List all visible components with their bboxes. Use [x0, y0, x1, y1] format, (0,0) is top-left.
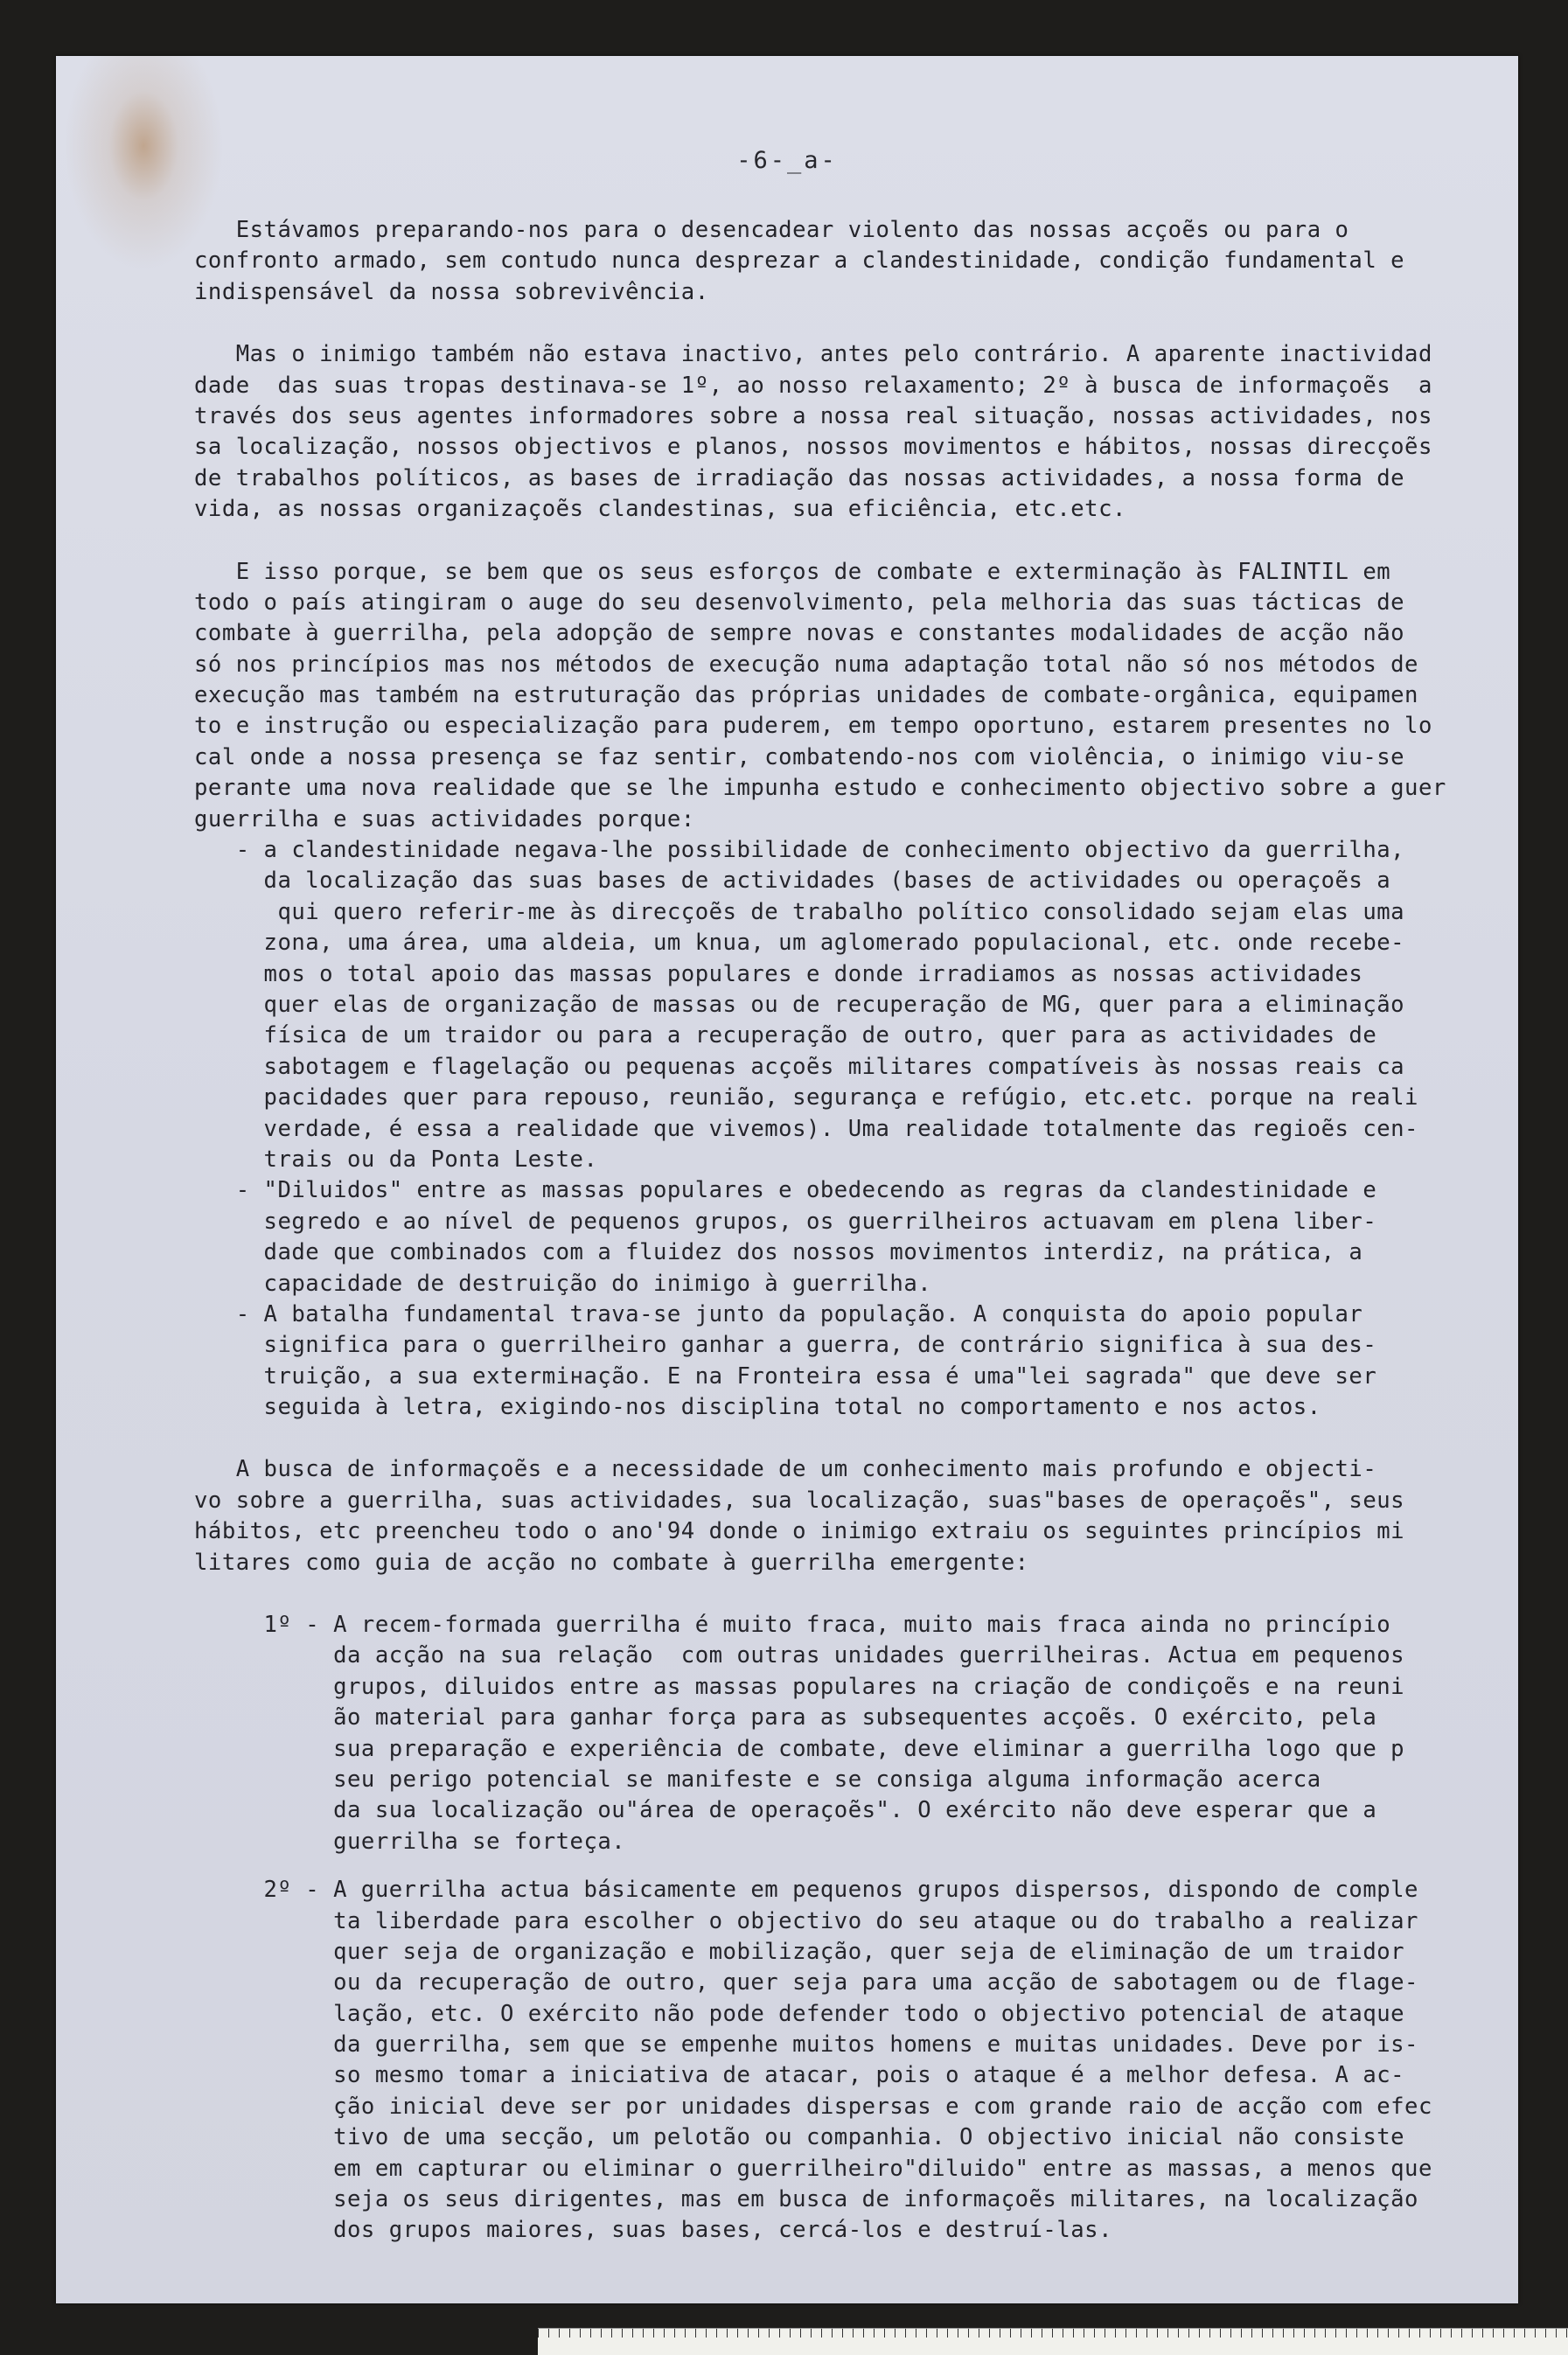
text-line: vo sobre a guerrilha, suas actividades, sua localização, suas"bases de operaçoẽs", seus — [194, 1487, 1405, 1514]
text-line: grupos, diluidos entre as massas populares na criação de condiçoẽs e na reuni — [194, 1673, 1405, 1700]
text-line: - A batalha fundamental trava-se junto da população. A conquista do apoio popular — [194, 1300, 1363, 1327]
text-line: ta liberdade para escolher o objectivo do seu ataque ou do trabalho a realizar — [194, 1907, 1418, 1934]
text-line: 1º - A recem-formada guerrilha é muito fraca, muito mais fraca ainda no princípio — [194, 1612, 1391, 1639]
text-line: dos grupos maiores, suas bases, cercá-los e destruí-las. — [194, 2217, 1112, 2244]
text-line: sabotagem e flagelação ou pequenas acçoẽs militares compatíveis às nossas reais ca — [194, 1053, 1405, 1080]
text-line: sua preparação e experiência de combate, deve eliminar a guerrilha logo que p — [194, 1735, 1405, 1762]
text-line: da guerrilha, sem que se empenhe muitos homens e muitas unidades. Deve por is- — [194, 2031, 1418, 2059]
paragraph-spacer — [194, 526, 1518, 557]
text-line: vida, as nossas organizaçoẽs clandestinas, sua eficiência, etc.etc. — [194, 496, 1126, 523]
text-line: - "Diluidos" entre as massas populares e obedecendo as regras da clandestinidade e — [194, 1177, 1377, 1204]
text-line: só nos princípios mas nos métodos de execução numa adaptação total não só nos métodos de — [194, 651, 1418, 678]
text-line: guerrilha e suas actividades porque: — [194, 805, 695, 833]
text-line: ou da recuperação de outro, quer seja para uma acção de sabotagem ou de flage- — [194, 1969, 1418, 1996]
text-line: seja os seus dirigentes, mas em busca de informaçoẽs militares, na localização — [194, 2186, 1418, 2213]
paragraph — [194, 1875, 1518, 2247]
text-line: mos o total apoio das massas populares e donde irradiamos as nossas actividades — [194, 960, 1363, 987]
text-line: capacidade de destruição do inimigo à guerrilha. — [194, 1270, 932, 1297]
text-line: quer elas de organização de massas ou de recuperação de MG, quer para a eliminação — [194, 991, 1405, 1018]
paragraph — [194, 557, 1518, 1424]
paragraph — [194, 339, 1518, 525]
text-line: segredo e ao nível de pequenos grupos, os guerrilheiros actuavam em plena liber- — [194, 1208, 1377, 1235]
text-line: zona, uma área, uma aldeia, um knua, um aglomerado populacional, etc. onde recebe- — [194, 930, 1405, 957]
scale-ruler — [538, 2328, 1568, 2355]
text-line: da localização das suas bases de actividades (bases de actividades ou operaçoẽs a — [194, 867, 1391, 895]
text-line: da sua localização ou"área de operaçoẽs". O exército não deve esperar que a — [194, 1797, 1377, 1824]
text-line: verdade, é essa a realidade que vivemos). Uma realidade totalmente das regioẽs cen- — [194, 1115, 1418, 1142]
text-line: confronto armado, sem contudo nunca desprezar a clandestinidade, condição fundamental e — [194, 247, 1405, 275]
text-line: seguida à letra, exigindo-nos disciplina total no comportamento e nos actos. — [194, 1394, 1321, 1421]
text-line: guerrilha se forteça. — [194, 1828, 626, 1855]
text-line: cal onde a nossa presença se faz sentir, combatendo-nos com violência, o inimigo viu-se — [194, 743, 1405, 770]
text-line: perante uma nova realidade que se lhe impunha estudo e conhecimento objectivo sobre a guer — [194, 775, 1446, 802]
text-line: tivo de uma secção, um pelotão ou companhia. O objectivo inicial não consiste — [194, 2124, 1405, 2151]
text-line: significa para o guerrilheiro ganhar a guerra, de contrário significa à sua des- — [194, 1332, 1377, 1359]
text-line: trais ou da Ponta Leste. — [194, 1146, 598, 1173]
document-page — [56, 56, 1518, 2303]
text-line: E isso porque, se bem que os seus esforços de combate e exterminação às FALINTIL em — [194, 558, 1391, 585]
text-line: pacidades quer para repouso, reunião, segurança e refúgio, etc.etc. porque na reali — [194, 1084, 1418, 1111]
text-line: em em capturar ou eliminar o guerrilheiro"diluido" entre as massas, a menos que — [194, 2155, 1432, 2182]
text-line: so mesmo tomar a iniciativa de atacar, pois o ataque é a melhor defesa. A ac- — [194, 2062, 1405, 2089]
text-line: dade das suas tropas destinava-se 1º, ao nosso relaxamento; 2º à busca de informaçoẽs a — [194, 372, 1432, 399]
paragraph — [194, 215, 1518, 308]
paragraph-spacer — [194, 1578, 1518, 1610]
text-line: 2º - A guerrilha actua básicamente em pequenos grupos dispersos, dispondo de comple — [194, 1877, 1418, 1904]
text-line: ção inicial deve ser por unidades dispersas e com grande raio de acção com efec — [194, 2093, 1432, 2120]
text-line: Mas o inimigo também não estava inactivo, antes pelo contrário. A aparente inactividad — [194, 341, 1432, 368]
text-line: combate à guerrilha, pela adopção de sempre novas e constantes modalidades de acção não — [194, 620, 1405, 647]
text-line: execução mas também na estruturação das próprias unidades de combate-orgânica, equipamen — [194, 682, 1418, 709]
text-line: física de um traidor ou para a recuperação de outro, quer para as actividades de — [194, 1022, 1377, 1049]
text-line: de trabalhos políticos, as bases de irradiação das nossas actividades, a nossa forma de — [194, 464, 1405, 491]
text-line: Estávamos preparando-nos para o desencadear violento das nossas acçoẽs ou para o — [194, 217, 1349, 243]
paragraph — [194, 1454, 1518, 1578]
text-line: A busca de informaçoẽs e a necessidade de um conhecimento mais profundo e objecti- — [194, 1456, 1377, 1483]
text-line: to e instrução ou especialização para puderem, em tempo oportuno, estarem presentes no lo — [194, 713, 1432, 740]
text-line: qui quero referir-me às direcçoẽs de trabalho político consolidado sejam elas uma — [194, 898, 1405, 925]
text-line: da acção na sua relação com outras unidades guerrilheiras. Actua em pequenos — [194, 1642, 1405, 1669]
text-line: dade que combinados com a fluidez dos nossos movimentos interdiz, na prática, a — [194, 1239, 1363, 1266]
text-line: quer seja de organização e mobilização, quer seja de eliminação de um traidor — [194, 1938, 1405, 1965]
text-line: truição, a sua extermінação. E na Fronteira essa é uma"lei sagrada" que deve ser — [194, 1362, 1377, 1390]
text-line: través dos seus agentes informadores sobre a nossa real situação, nossas actividades, nos — [194, 402, 1432, 429]
text-line: todo o país atingiram o auge do seu desenvolvimento, pela melhoria das suas tácticas de — [194, 589, 1405, 616]
text-line: litares como guia de acção no combate à guerrilha emergente: — [194, 1549, 1029, 1576]
paragraph-spacer — [194, 308, 1518, 339]
paragraph-spacer — [194, 1423, 1518, 1454]
text-line: seu perigo potencial se manifeste e se consiga alguma informação acerca — [194, 1766, 1321, 1793]
paragraph — [194, 1610, 1518, 1857]
page-number: -6-_a- — [736, 147, 838, 174]
text-line: sa localização, nossos objectivos e planos, nossos movimentos e hábitos, nossas direcçoẽs — [194, 434, 1432, 461]
body-text — [194, 215, 1518, 2247]
text-line: hábitos, etc preencheu todo o ano'94 donde o inimigo extraiu os seguintes princípios mi — [194, 1518, 1405, 1545]
text-line: lação, etc. O exército não pode defender todo o objectivo potencial de ataque — [194, 2000, 1405, 2027]
text-line: ão material para ganhar força para as subsequentes acçoẽs. O exército, pela — [194, 1704, 1377, 1731]
text-line: - a clandestinidade negava-lhe possibilidade de conhecimento objectivo da guerrilha, — [194, 837, 1405, 864]
text-line: indispensável da nossa sobrevivência. — [194, 278, 709, 305]
paragraph-spacer — [194, 1857, 1518, 1875]
